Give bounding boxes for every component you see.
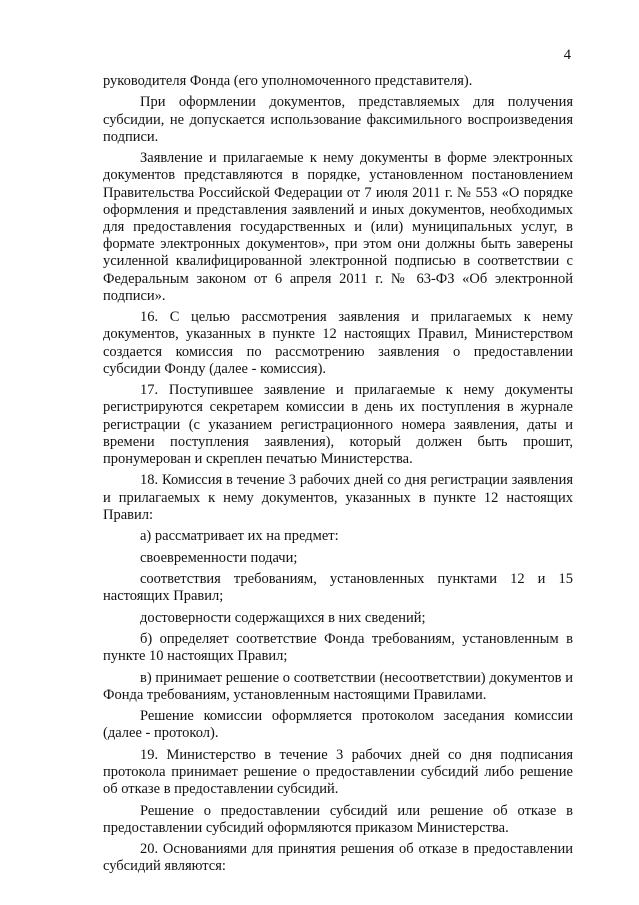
page-number: 4 [563, 47, 571, 63]
paragraph-continuation: руководителя Фонда (его уполномоченного представителя). [103, 73, 473, 89]
paragraph-reliability: достоверности содержащихся в них сведений; [140, 609, 426, 626]
paragraph-clause-20: 20. Основаниями для принятия решения об отказе в предоставлении субсидий являются: [103, 841, 573, 875]
document-body [103, 73, 573, 880]
paragraph-clause-18-b: б) определяет соответствие Фонда требованиям, установленным в пункте 10 настоящих Правил; [103, 630, 573, 665]
paragraph-electronic-documents: Заявление и прилагаемые к нему документы в форме электронных документов представляются в порядке, установленном постановлением Правительства Российской Федерации от 7 июля 2011 г. № 553 «О порядке оформления и представления заявлений и иных документов, необходимых для предоставления государственных и (или) муниципальных услуг, в формате электронных документов», при этом они должны быть заверены усиленной квалифицированной электронной подписью в соответствии с Федеральным законом от 6 апреля 2011 г. № 63-ФЗ «Об электронной подписи». [103, 150, 573, 304]
paragraph-timeliness: своевременности подачи; [140, 549, 298, 566]
paragraph-compliance: соответствия требованиям, установленных пунктами 12 и 15 настоящих Правил; [103, 570, 573, 605]
paragraph-clause-18-a: а) рассматривает их на предмет: [140, 528, 339, 545]
paragraph-facsimile: При оформлении документов, представляемых для получения субсидии, не допускается использование факсимильного воспроизведения подписи. [103, 94, 573, 145]
paragraph-clause-18-v: в) принимает решение о соответствии (несоответствии) документов и Фонда требованиям, установленным настоящими Правилами. [103, 669, 573, 703]
paragraph-clause-18: 18. Комиссия в течение 3 рабочих дней со дня регистрации заявления и прилагаемых к нему документов, указанных в пункте 12 настоящих Правил: [103, 472, 573, 523]
paragraph-clause-16: 16. С целью рассмотрения заявления и прилагаемых к нему документов, указанных в пункте 12 настоящих Правил, Министерством создается комиссия по рассмотрению заявления о предоставлении субсидии Фонду (далее - комиссия). [103, 309, 573, 377]
paragraph-clause-17: 17. Поступившее заявление и прилагаемые к нему документы регистрируются секретарем комиссии в день их поступления в журнале регистрации (с указанием регистрационного номера заявления, даты и времени поступления заявления), который должен быть прошит, пронумерован и скреплен печатью Министерства. [103, 382, 573, 468]
paragraph-ministry-order: Решение о предоставлении субсидий или решение об отказе в предоставлении субсидий оформляются приказом Министерства. [103, 802, 573, 836]
paragraph-commission-decision: Решение комиссии оформляется протоколом заседания комиссии (далее - протокол). [103, 708, 573, 742]
paragraph-clause-19: 19. Министерство в течение 3 рабочих дней со дня подписания протокола принимает решение о предоставлении субсидий либо решение об отказе в предоставлении субсидий. [103, 746, 573, 798]
